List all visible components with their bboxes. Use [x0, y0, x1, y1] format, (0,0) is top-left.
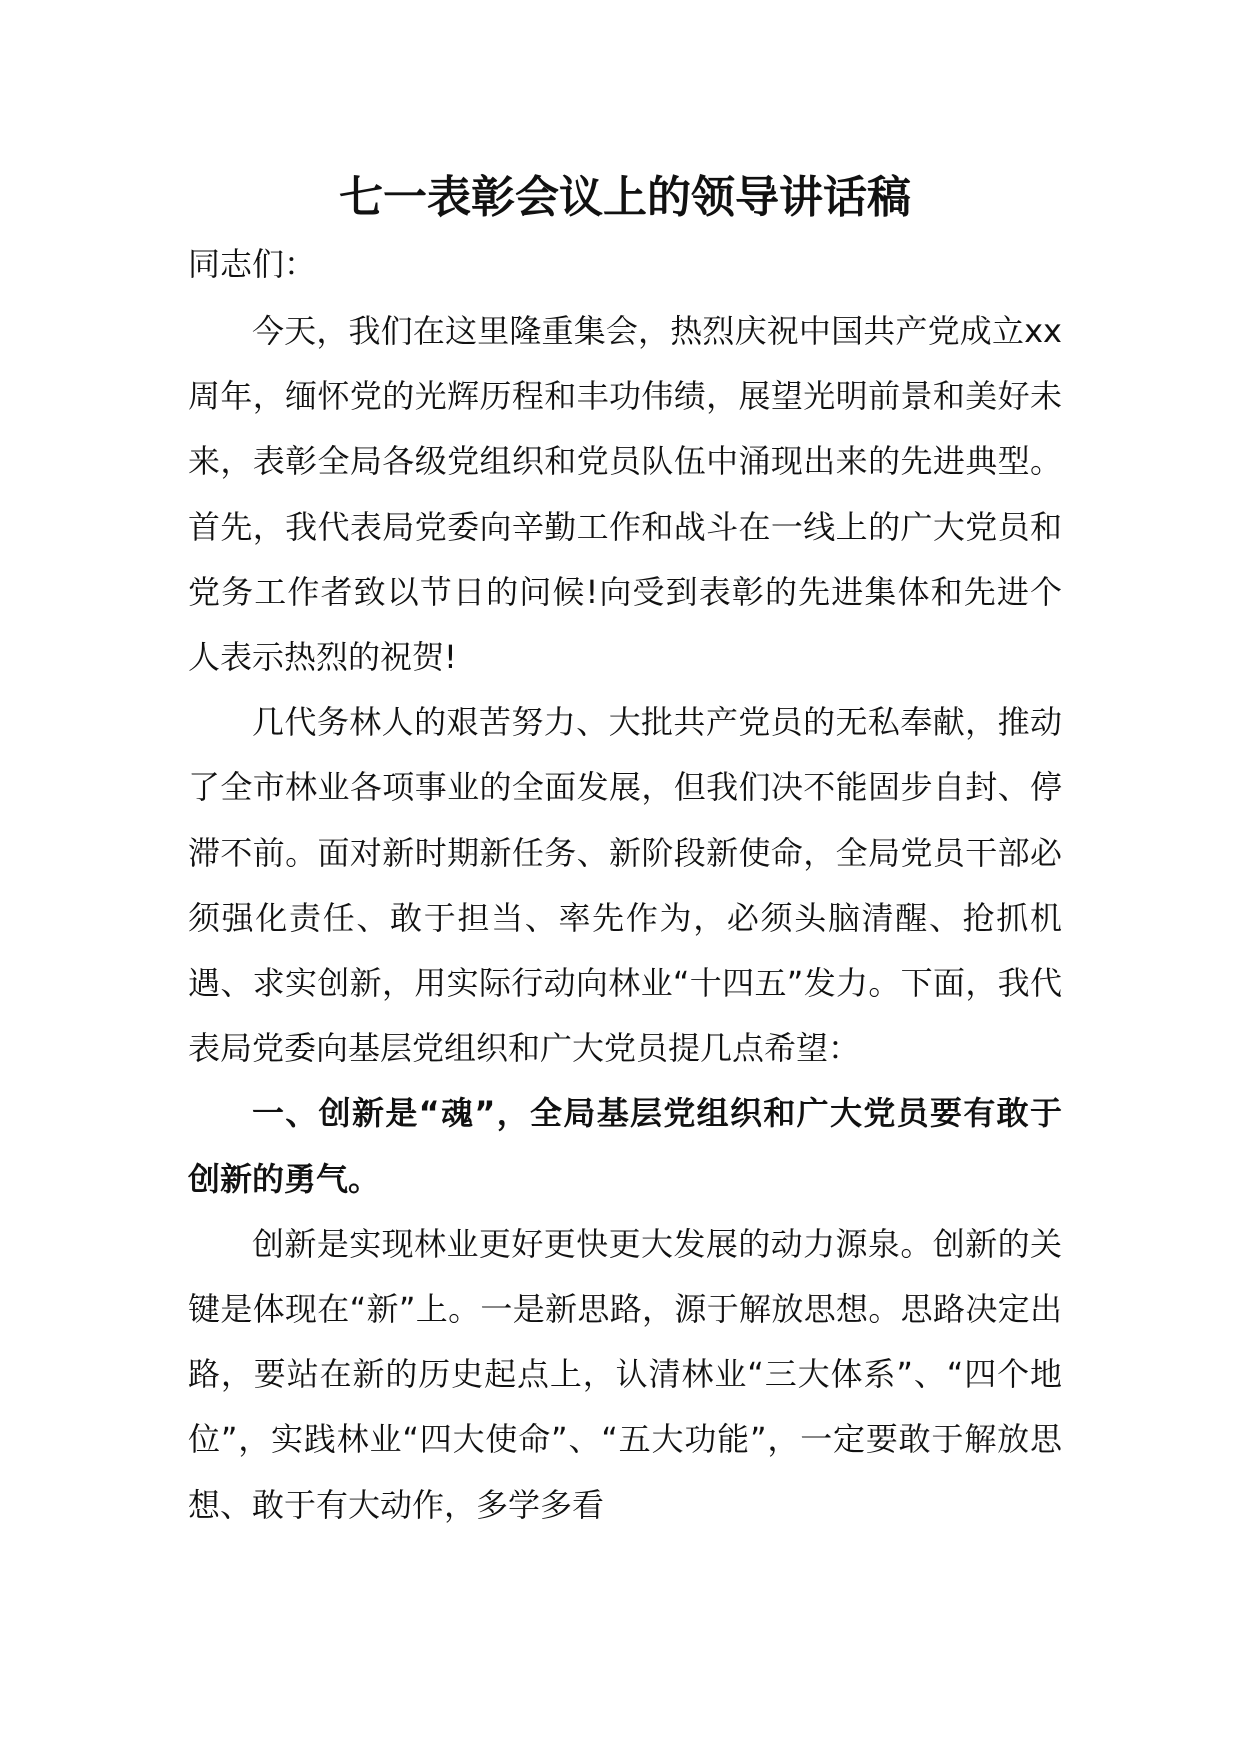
paragraph-opening: 今天，我们在这里隆重集会，热烈庆祝中国共产党成立xx周年，缅怀党的光辉历程和丰功伟绩，展望光明前景和美好未来，表彰全局各级党组织和党员队伍中涌现出来的先进典型。首先，我代表局党委向辛勤工作和战斗在一线上的广大党员和党务工作者致以节日的问候!向受到表彰的先进集体和先进个人表示热烈的祝贺!	[188, 312, 1062, 677]
document-title: 七一表彰会议上的领导讲话稿	[339, 172, 911, 223]
salutation: 同志们：	[188, 245, 317, 283]
section-heading-1: 一、创新是“魂”，全局基层党组织和广大党员要有敢于创新的勇气。	[188, 1094, 1062, 1198]
paragraph-expectations: 几代务林人的艰苦努力、大批共产党员的无私奉献，推动了全市林业各项事业的全面发展，但我们决不能固步自封、停滞不前。面对新时期新任务、新阶段新使命，全局党员干部必须强化责任、敢于担当、率先作为，必须头脑清醒、抢抓机遇、求实创新，用实际行动向林业“十四五”发力。下面，我代表局党委向基层党组织和广大党员提几点希望：	[188, 703, 1062, 1068]
paragraph-innovation: 创新是实现林业更好更快更大发展的动力源泉。创新的关键是体现在“新”上。一是新思路，源于解放思想。思路决定出路，要站在新的历史起点上，认清林业“三大体系”、“四个地位”，实践林业“四大使命”、“五大功能”，一定要敢于解放思想、敢于有大动作，多学多看	[188, 1224, 1062, 1524]
document-body	[188, 299, 1062, 1538]
